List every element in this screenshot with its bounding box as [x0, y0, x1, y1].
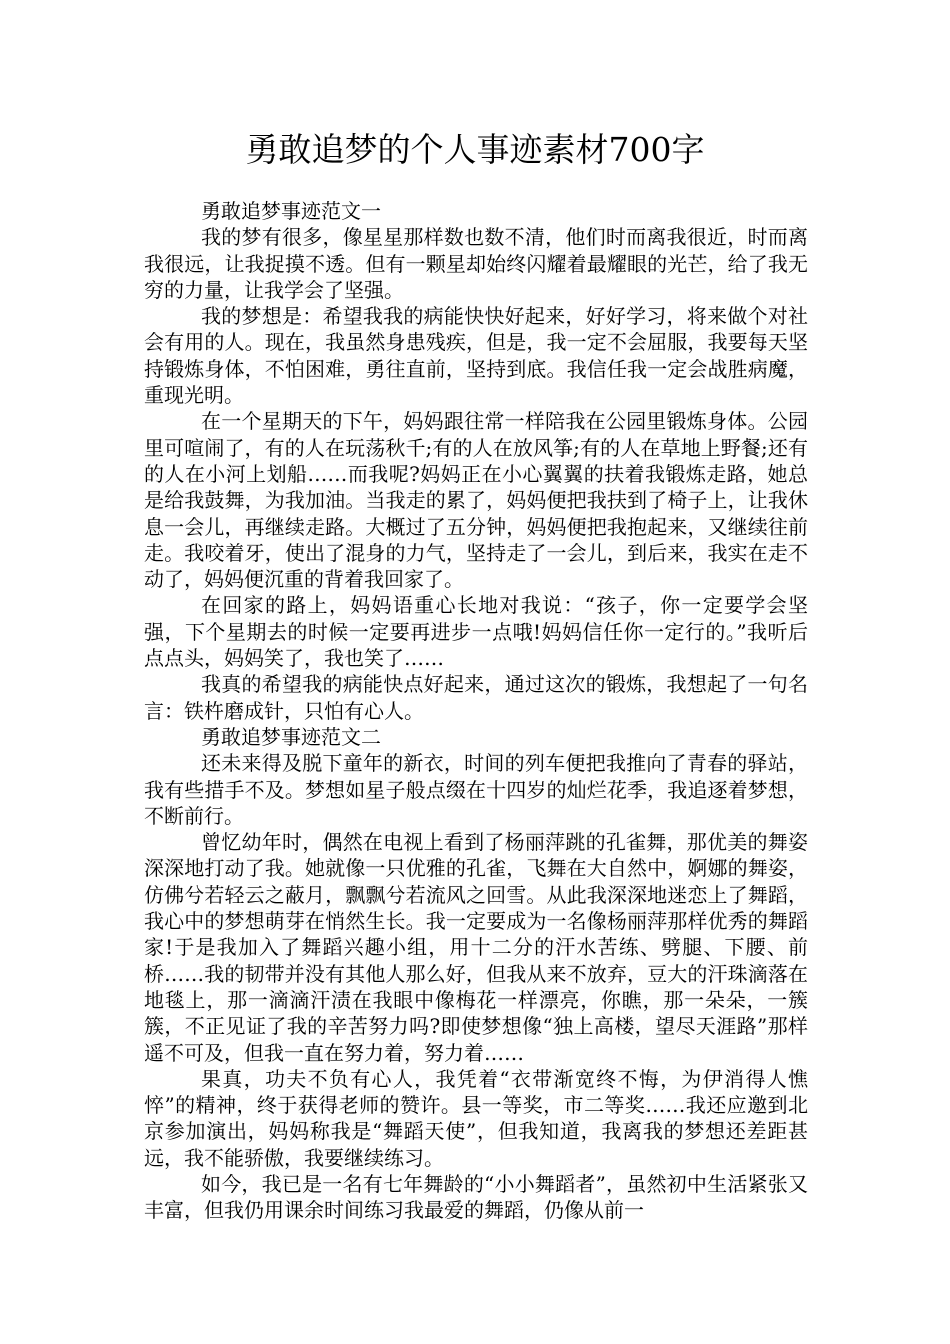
paragraph: 我的梦有很多，像星星那样数也数不清，他们时而离我很近，时而离我很远，让我捉摸不透。但有一颗星却始终闪耀着最耀眼的光芒，给了我无穷的力量，让我学会了坚强。	[144, 225, 808, 302]
paragraph: 还未来得及脱下童年的新衣，时间的列车便把我推向了青春的驿站，我有些措手不及。梦想如星子般点缀在十四岁的灿烂花季，我追逐着梦想，不断前行。	[144, 751, 808, 828]
section-heading-1: 勇敢追梦事迹范文一	[201, 199, 381, 223]
paragraph: 果真，功夫不负有心人，我凭着“衣带渐宽终不悔，为伊消得人憔悴”的精神，终于获得老师的赞许。县一等奖，市二等奖……我还应邀到北京参加演出，妈妈称我是“舞蹈天使”，但我知道，我离我的梦想还差距甚远，我不能骄傲，我要继续练习。	[144, 1066, 808, 1170]
paragraph: 在一个星期天的下午，妈妈跟往常一样陪我在公园里锻炼身体。公园里可喧闹了，有的人在玩荡秋千;有的人在放风筝;有的人在草地上野餐;还有的人在小河上划船……而我呢?妈妈正在小心翼翼的扶着我锻炼走路，她总是给我鼓舞，为我加油。当我走的累了，妈妈便把我扶到了椅子上，让我休息一会儿，再继续走路。大概过了五分钟，妈妈便把我抱起来，又继续往前走。我咬着牙，使出了混身的力气，坚持走了一会儿，到后来，我实在走不动了，妈妈便沉重的背着我回家了。	[144, 409, 808, 592]
paragraph: 我真的希望我的病能快点好起来，通过这次的锻炼，我想起了一句名言：铁杵磨成针，只怕有心人。	[144, 672, 808, 723]
paragraph: 曾忆幼年时，偶然在电视上看到了杨丽萍跳的孔雀舞，那优美的舞姿深深地打动了我。她就像一只优雅的孔雀，飞舞在大自然中，婀娜的舞姿，仿佛兮若轻云之蔽月，飘飘兮若流风之回雪。从此我深深地迷恋上了舞蹈，我心中的梦想萌芽在悄然生长。我一定要成为一名像杨丽萍那样优秀的舞蹈家!于是我加入了舞蹈兴趣小组，用十二分的汗水苦练、劈腿、下腰、前桥……我的韧带并没有其他人那么好，但我从来不放弃，豆大的汗珠滴落在地毯上，那一滴滴汗渍在我眼中像梅花一样漂亮，你瞧，那一朵朵，一簇簇，不正见证了我的辛苦努力吗?即使梦想像“独上高楼，望尽天涯路”那样遥不可及，但我一直在努力着，努力着……	[144, 830, 808, 1065]
paragraph: 在回家的路上，妈妈语重心长地对我说：“孩子，你一定要学会坚强，下个星期去的时候一定要再进步一点哦!妈妈信任你一定行的。”我听后点点头，妈妈笑了，我也笑了……	[144, 593, 808, 671]
paragraph: 我的梦想是：希望我我的病能快快好起来，好好学习，将来做个对社会有用的人。现在，我虽然身患残疾，但是，我一定不会屈服，我要每天坚持锻炼身体，不怕困难，勇往直前，坚持到底。我信任我一定会战胜病魔，重现光明。	[144, 304, 808, 408]
document-title: 勇敢追梦的个人事迹素材700字	[245, 130, 705, 169]
paragraph: 如今，我已是一名有七年舞龄的“小小舞蹈者”，虽然初中生活紧张又丰富，但我仍用课余时间练习我最爱的舞蹈，仍像从前一	[144, 1171, 808, 1223]
section-heading-2: 勇敢追梦事迹范文二	[201, 724, 381, 749]
document-body	[144, 198, 808, 1224]
